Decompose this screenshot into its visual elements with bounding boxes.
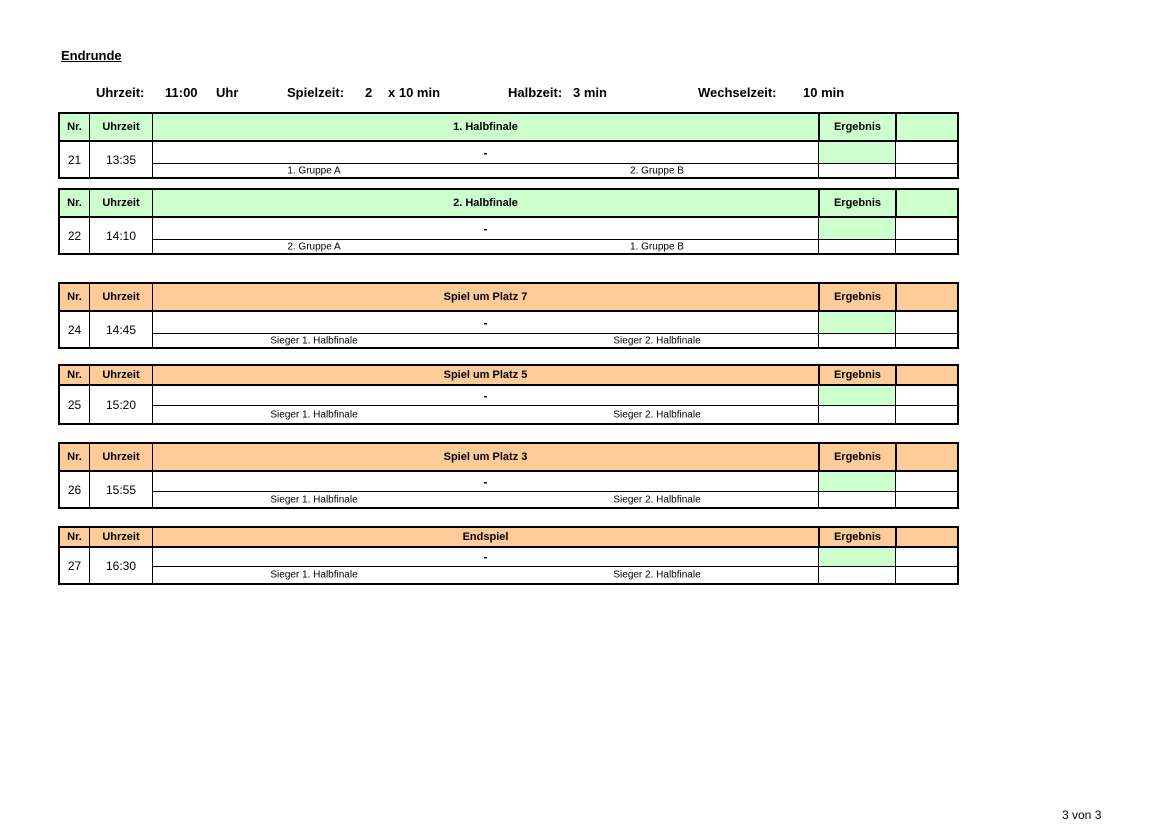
extra-header (896, 444, 957, 470)
nr-header: Nr. (60, 190, 90, 216)
extra-cell[interactable] (896, 386, 957, 406)
nr-header: Nr. (60, 366, 90, 384)
match-time: 14:45 (90, 312, 153, 347)
extra-header (896, 284, 957, 310)
nr-header: Nr. (60, 528, 90, 546)
match-title: Spiel um Platz 5 (153, 366, 819, 384)
result-cell[interactable] (819, 492, 895, 507)
score-separator: - (153, 472, 818, 492)
match-number: 25 (60, 386, 90, 423)
team-b: Sieger 2. Halbfinale (613, 409, 701, 420)
score-separator: - (153, 548, 818, 567)
extra-cell[interactable] (896, 218, 957, 240)
time-header: Uhrzeit (90, 444, 153, 470)
team-b: 2. Gruppe B (630, 165, 684, 176)
team-b: Sieger 2. Halbfinale (613, 494, 701, 505)
match-time: 14:10 (90, 218, 153, 253)
match-header (60, 190, 957, 218)
extra-cell[interactable] (896, 240, 957, 253)
extra-cell[interactable] (896, 492, 957, 507)
match-number: 21 (60, 142, 90, 177)
result-input[interactable] (819, 218, 895, 240)
extra-cell[interactable] (896, 334, 957, 347)
match-number: 24 (60, 312, 90, 347)
match-title: Endspiel (153, 528, 819, 546)
halftime-value: 3 min (573, 85, 607, 100)
result-input[interactable] (819, 142, 895, 164)
match-number: 26 (60, 472, 90, 507)
match-title: Spiel um Platz 3 (153, 444, 819, 470)
team-a: 2. Gruppe A (287, 241, 341, 252)
result-header: Ergebnis (819, 190, 896, 216)
nr-header: Nr. (60, 444, 90, 470)
page-number: 3 von 3 (1062, 808, 1102, 822)
team-a: 1. Gruppe A (287, 165, 341, 176)
result-input[interactable] (819, 472, 895, 492)
time-header: Uhrzeit (90, 528, 153, 546)
result-cell[interactable] (819, 334, 895, 347)
time-header: Uhrzeit (90, 284, 153, 310)
match-number: 22 (60, 218, 90, 253)
match-table-platz-3 (58, 442, 959, 509)
extra-header (896, 114, 957, 140)
team-b: Sieger 2. Halbfinale (613, 335, 701, 346)
extra-cell[interactable] (896, 406, 957, 423)
start-time-value: 11:00 (165, 85, 198, 100)
team-a: Sieger 1. Halbfinale (270, 569, 358, 581)
match-time: 15:55 (90, 472, 153, 507)
team-b: 1. Gruppe B (630, 241, 684, 252)
page-title: Endrunde (61, 48, 122, 63)
start-time-unit: Uhr (216, 85, 239, 100)
extra-cell[interactable] (896, 312, 957, 334)
result-input[interactable] (819, 386, 895, 406)
result-header: Ergebnis (819, 366, 896, 384)
score-separator: - (153, 312, 818, 334)
match-time: 16:30 (90, 548, 153, 583)
result-cell[interactable] (819, 164, 895, 177)
time-header: Uhrzeit (90, 190, 153, 216)
result-header: Ergebnis (819, 528, 896, 546)
team-a: Sieger 1. Halbfinale (270, 494, 358, 505)
match-number: 27 (60, 548, 90, 583)
match-title: 2. Halbfinale (153, 190, 819, 216)
match-time: 15:20 (90, 386, 153, 423)
match-header (60, 114, 957, 142)
nr-header: Nr. (60, 284, 90, 310)
match-table-platz-5 (58, 364, 959, 425)
change-time-value: 10 min (803, 85, 845, 100)
extra-header (896, 528, 957, 546)
extra-cell[interactable] (896, 567, 957, 583)
result-input[interactable] (819, 312, 895, 334)
match-header (60, 444, 957, 472)
team-a: Sieger 1. Halbfinale (270, 409, 358, 420)
nr-header: Nr. (60, 114, 90, 140)
match-table-1-halbfinale (58, 112, 959, 179)
game-time-count: 2 (365, 85, 373, 100)
result-input[interactable] (819, 548, 895, 567)
start-time-label: Uhrzeit: (96, 85, 145, 100)
extra-cell[interactable] (896, 142, 957, 164)
extra-header (896, 190, 957, 216)
time-header: Uhrzeit (90, 366, 153, 384)
change-time-label: Wechselzeit: (698, 85, 777, 100)
result-cell[interactable] (819, 567, 895, 583)
match-title: Spiel um Platz 7 (153, 284, 819, 310)
time-header: Uhrzeit (90, 114, 153, 140)
result-header: Ergebnis (819, 444, 896, 470)
team-a: Sieger 1. Halbfinale (270, 335, 358, 346)
match-header (60, 528, 957, 548)
extra-cell[interactable] (896, 548, 957, 567)
score-separator: - (153, 142, 818, 164)
score-separator: - (153, 386, 818, 406)
match-header (60, 284, 957, 312)
extra-header (896, 366, 957, 384)
result-cell[interactable] (819, 240, 895, 253)
result-header: Ergebnis (819, 284, 896, 310)
match-header (60, 366, 957, 386)
score-separator: - (153, 218, 818, 240)
match-table-2-halbfinale (58, 188, 959, 255)
halftime-label: Halbzeit: (508, 85, 563, 100)
result-header: Ergebnis (819, 114, 896, 140)
match-table-platz-7 (58, 282, 959, 349)
extra-cell[interactable] (896, 164, 957, 177)
match-time: 13:35 (90, 142, 153, 177)
game-time-label: Spielzeit: (287, 85, 345, 100)
match-table-endspiel (58, 526, 959, 585)
game-time-value: x 10 min (388, 85, 441, 100)
result-cell[interactable] (819, 406, 895, 423)
extra-cell[interactable] (896, 472, 957, 492)
team-b: Sieger 2. Halbfinale (613, 569, 701, 581)
match-title: 1. Halbfinale (153, 114, 819, 140)
